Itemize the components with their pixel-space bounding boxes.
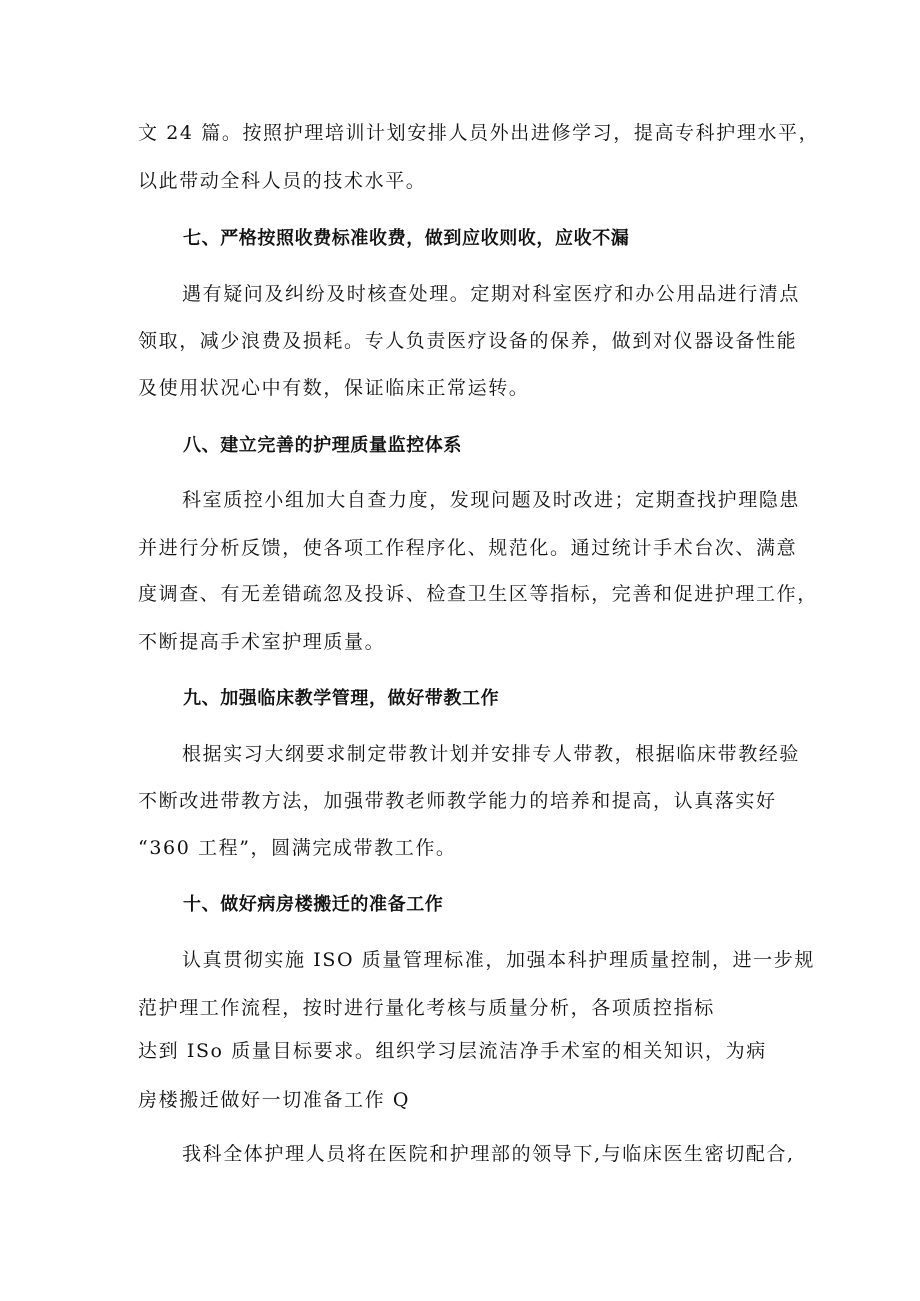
paragraph-line: 范护理工作流程，按时进行量化考核与质量分析，各项质控指标 xyxy=(138,997,715,1019)
paragraph-line: 科室质控小组加大自查力度，发现问题及时改进；定期查找护理隐患 xyxy=(182,489,801,511)
section-heading-10: 十、做好病房楼搬迁的准备工作 xyxy=(183,894,444,915)
paragraph-line: 认真贯彻实施 ISO 质量管理标准，加强本科护理质量控制，进一步规 xyxy=(182,949,815,971)
paragraph-line: 领取，减少浪费及损耗。专人负责医疗设备的保养，做到对仪器设备性能 xyxy=(138,330,798,352)
paragraph-line: 不断提高手术室护理质量。 xyxy=(138,631,386,653)
section-heading-8: 八、建立完善的护理质量监控体系 xyxy=(183,435,462,456)
paragraph-line: 以此带动全科人员的技术水平。 xyxy=(138,170,427,192)
paragraph-line: 达到 ISo 质量目标要求。组织学习层流洁净手术室的相关知识，为病 xyxy=(138,1040,767,1062)
paragraph-line: 房楼搬迁做好一切准备工作 Q xyxy=(138,1089,411,1111)
paragraph-line: 文 24 篇。按照护理培训计划安排人员外出进修学习，提高专科护理水平， xyxy=(138,122,820,144)
paragraph-line: 根据实习大纲要求制定带教计划并安排专人带教，根据临床带教经验 xyxy=(182,743,801,765)
paragraph-line: “360 工程”，圆满完成带教工作。 xyxy=(138,837,457,859)
paragraph-line: 不断改进带教方法，加强带教老师教学能力的培养和提高，认真落实好 xyxy=(138,790,777,812)
paragraph-line: 及使用状况心中有数，保证临床正常运转。 xyxy=(138,377,530,399)
paragraph-line: 并进行分析反馈，使各项工作程序化、规范化。通过统计手术台次、满意 xyxy=(138,537,798,559)
paragraph-line: 度调查、有无差错疏忽及投诉、检查卫生区等指标，完善和促进护理工作， xyxy=(138,583,818,605)
section-heading-9: 九、加强临床教学管理，做好带教工作 xyxy=(183,688,500,709)
paragraph-line: 我科全体护理人员将在医院和护理部的领导下,与临床医生密切配合, xyxy=(182,1143,795,1165)
paragraph-line: 遇有疑问及纠纷及时核查处理。定期对科室医疗和办公用品进行清点 xyxy=(182,283,801,305)
section-heading-7: 七、严格按照收费标准收费，做到应收则收，应收不漏 xyxy=(183,228,630,249)
